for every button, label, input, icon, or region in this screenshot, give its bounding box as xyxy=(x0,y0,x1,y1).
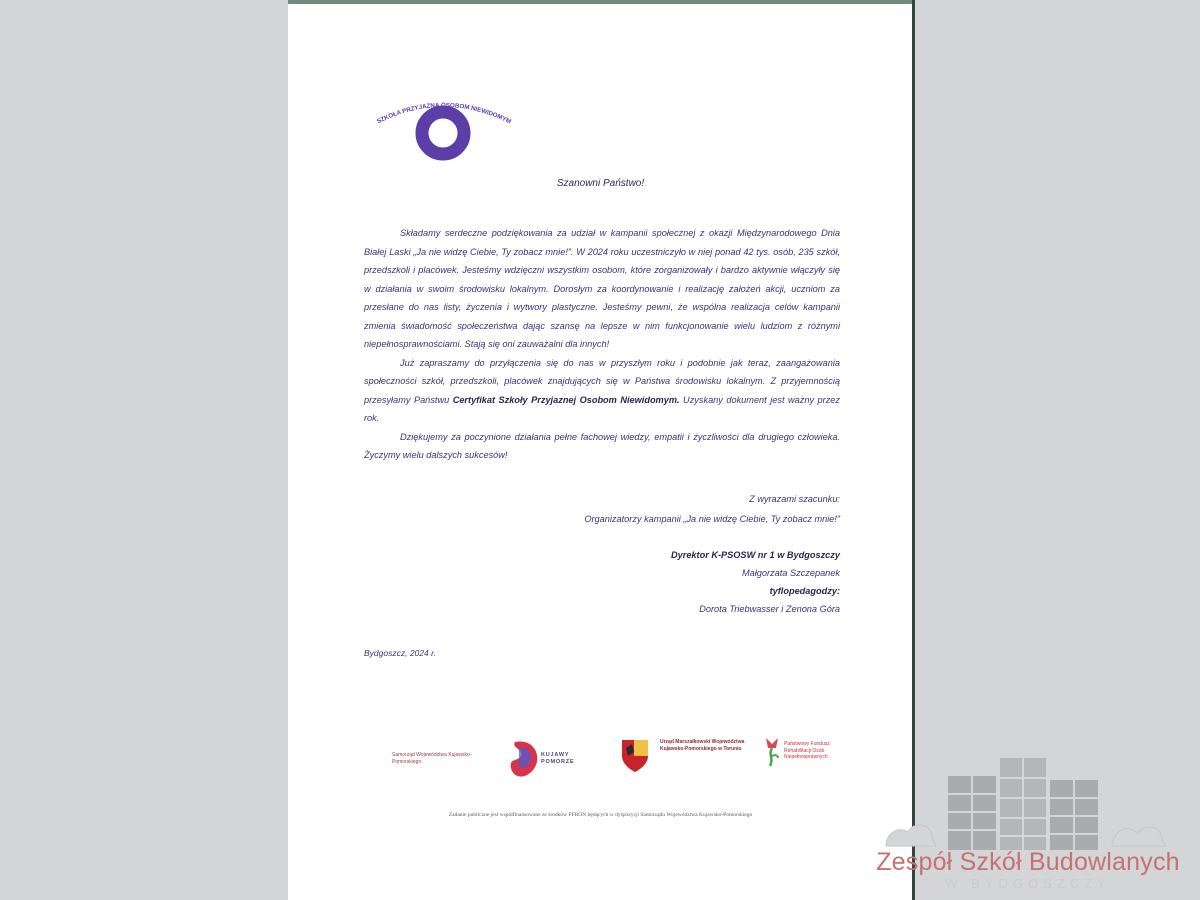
page-top-edge xyxy=(288,0,915,4)
coat-of-arms-icon xyxy=(620,738,650,774)
paragraph-gratitude: Dziękujemy za poczynione działania pełne fachowej wiedzy, empatii i życzliwości dla drugiego człowieka. Życzymy wielu dalszych sukcesów! xyxy=(364,431,840,460)
paragraph2-start: Już zapraszamy do przyłączenia się do nas w przyszłym roku i podobnie jak teraz, zaangażowania społeczności szkół, przedszkoli, placówek znajdujących się w Państwa środowisku lokalnym. Z przyjemnością przesyłamy Państwu xyxy=(364,357,840,405)
team-title: tyflopedagodzy: xyxy=(769,586,840,596)
paragraph-thanks: Składamy serdeczne podziękowania za udział w kampanii społecznej z okazji Międzynarodowego Dnia Białej Laski „Ja nie widzę Ciebie, Ty zobacz mnie!”. W 2024 roku uczestniczyło w niej ponad 42 tys. osób, 235 szkół, przedszkoli i placówek. Jesteśmy wdzięczni wszystkim osobom, które zorganizowały i bardzo aktywnie włączyły się w działania w swoim środowisku lokalnym. Dorosłym za koordynowanie i realizację założeń akcji, uczniom za przesłane do nas listy, życzenia i wytwory plastyczne. Jesteśmy pewni, że wspólna realizacja celów kampanii zmienia świadomość społeczeństwa dając szansę na lepsze w nim funkcjonowanie wielu ludziom z różnymi niepełnosprawnościami. Stają się oni zauważalni dla innych! xyxy=(364,228,840,349)
closing-organizers: Organizatorzy kampanii „Ja nie widzę Ciebie, Ty zobacz mnie!” xyxy=(584,514,840,524)
funding-note: Zadanie publiczne jest współfinansowane ze środków PFRON będących w dyspozycji Samorządu Województwa Kujawsko-Pomorskiego xyxy=(448,812,753,818)
kujawy-pomorze-logo-icon xyxy=(509,738,543,784)
eye-logo-icon xyxy=(414,104,472,162)
watermark-city: W BYDGOSZCZY xyxy=(945,876,1111,891)
sponsor-pfron: Państwowy Fundusz Rehabilitacji Osób Niepełnosprawnych xyxy=(784,741,830,760)
logo-arc-text: SZKOŁA PRZYJAZNA OSOBOM NIEWIDOMYM xyxy=(375,101,513,126)
paragraph2-end: Uzyskany dokument jest ważny przez rok. xyxy=(364,394,840,423)
signer-name: Małgorzata Szczepanek xyxy=(741,568,840,578)
place-date: Bydgoszcz, 2024 r. xyxy=(364,648,436,658)
sponsor-region-logo: Samorząd Województwa Kujawsko-Pomorskiego xyxy=(392,752,472,765)
salutation: Szanowni Państwo! xyxy=(556,178,645,189)
school-watermark-buildings-icon xyxy=(880,754,1180,850)
sponsor-kujawy-pomorze: KUJAWY POMORZE xyxy=(541,752,575,765)
pfron-logo-icon xyxy=(762,736,782,770)
closing-regards: Z wyrazami szacunku: xyxy=(749,494,840,504)
certificate-name: Certyfikat Szkoły Przyjaznej Osobom Niewidomym. xyxy=(452,394,680,405)
watermark-school-name: Zespół Szkół Budowlanych xyxy=(876,848,1180,876)
sponsor-marshal-office: Urząd Marszałkowski Województwa Kujawsko-Pomorskiego w Toruniu xyxy=(660,739,745,752)
team-names: Dorota Triebwasser i Zenona Góra xyxy=(699,604,840,614)
letter-body xyxy=(364,224,840,465)
signer-title: Dyrektor K-PSOSW nr 1 w Bydgoszczy xyxy=(671,550,840,560)
paragraph-invitation xyxy=(364,354,840,428)
